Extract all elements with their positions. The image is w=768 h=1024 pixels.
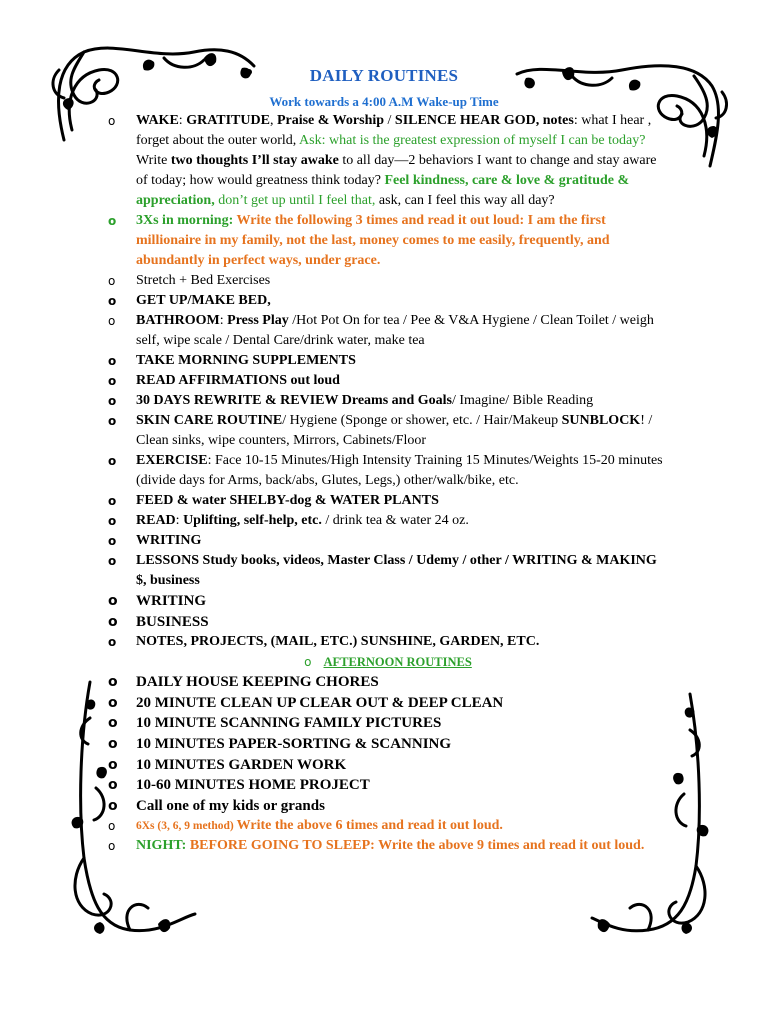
list-item-supplements: o TAKE MORNING SUPPLEMENTS [108, 351, 668, 371]
list-item-three-xs: o 3Xs in morning: Write the following 3 times and read it out loud: I am the first millionaire in my family, not the last, money comes to me easily, frequently, and abundantly in perfect ways, under grace. [108, 213, 610, 268]
bullet: o [108, 613, 118, 630]
list-item-exercise: o EXERCISE: Face 10-15 Minutes/High Intensity Training 15 Minutes/Weights 15-20 minutes (divide days for Arms, back/abs, Glutes, Legs,) other/walk/bike, etc. [108, 453, 663, 488]
bullet: o [108, 414, 117, 428]
list-item-thirty-days: o 30 DAYS REWRITE & REVIEW Dreams and Goals/ Imagine/ Bible Reading [108, 391, 668, 411]
bullet: o [108, 756, 118, 773]
bullet: o [108, 294, 117, 308]
bullet: o [108, 214, 117, 228]
bullet: o [108, 735, 118, 752]
list-item-affirmations: o READ AFFIRMATIONS out loud [108, 371, 668, 391]
bullet: o [108, 694, 118, 711]
bullet: o [108, 819, 116, 834]
list-item-business: o BUSINESS [108, 612, 668, 633]
list-item-skin-care: o SKIN CARE ROUTINE/ Hygiene (Sponge or shower, etc. / Hair/Makeup SUNBLOCK! / Clean sinks, wipe counters, Mirrors, Cabinets/Floor [108, 413, 653, 448]
list-item-wake: o WAKE: GRATITUDE, Praise & Worship / SILENCE HEAR GOD, notes: what I hear , forget about the outer world, Ask: what is the greatest expression of myself I can be today? Write two thoughts I’ll stay awake to all day—2 behaviors I want to change and stay aware of today; how would greatness think today? Feel kindness, care & love & gratitude & appreciation, don’t get up until I feel that, ask, can I feel this way all day? [108, 113, 657, 208]
bullet: o [108, 314, 116, 328]
list-item-six-xs: o 6Xs (3, 6, 9 method) Write the above 6 times and read it out loud. [108, 816, 668, 836]
list-item-call: o Call one of my kids or grands [108, 796, 668, 817]
bullet: o [108, 593, 118, 609]
list-item-lessons: o LESSONS Study books, videos, Master Class / Udemy / other / WRITING & MAKING $, business [108, 553, 657, 588]
list-item-afternoon-heading: o AFTERNOON ROUTINES [304, 655, 472, 670]
bullet: o [108, 114, 116, 128]
bullet: o [108, 274, 116, 288]
bullet: o [108, 839, 116, 854]
bullet: o [108, 354, 117, 368]
bullet: o [108, 514, 117, 528]
bullet: o [108, 374, 117, 388]
list-item-housekeeping: o DAILY HOUSE KEEPING CHORES [108, 672, 668, 693]
list-item-notes: o NOTES, PROJECTS, (MAIL, ETC.) SUNSHINE, GARDEN, ETC. [108, 632, 668, 652]
list-item-project: o 10-60 MINUTES HOME PROJECT [108, 775, 668, 796]
bullet: o [108, 494, 117, 508]
list-item-read: o READ: Uplifting, self-help, etc. / drink tea & water 24 oz. [108, 511, 668, 531]
bullet: o [108, 454, 117, 468]
list-item-writing-2: o WRITING [108, 591, 668, 612]
bullet: o [108, 674, 118, 691]
page-subtitle: Work towards a 4:00 A.M Wake-up Time [269, 94, 499, 109]
bullet: o [304, 655, 312, 670]
list-item-night: o NIGHT: BEFORE GOING TO SLEEP: Write the above 9 times and read it out loud. [108, 836, 668, 856]
bullet: o [108, 777, 118, 794]
bullet: o [108, 715, 118, 732]
routine-list [108, 111, 668, 856]
list-item-feed: o FEED & water SHELBY-dog & WATER PLANTS [108, 491, 668, 511]
list-item-writing: o WRITING [108, 531, 668, 551]
list-item-clean-up: o 20 MINUTE CLEAN UP CLEAR OUT & DEEP CLEAN [108, 693, 668, 714]
list-item-scanning: o 10 MINUTE SCANNING FAMILY PICTURES [108, 713, 668, 734]
bullet: o [108, 635, 117, 650]
list-item-stretch: o Stretch + Bed Exercises [108, 271, 668, 291]
bullet: o [108, 534, 117, 548]
list-item-get-up: o GET UP/MAKE BED, [108, 291, 668, 311]
list-item-bathroom: o BATHROOM: Press Play /Hot Pot On for tea / Pee & V&A Hygiene / Clean Toilet / weigh self, wipe scale / Dental Care/drink water, make tea [108, 313, 654, 348]
list-item-paper: o 10 MINUTES PAPER-SORTING & SCANNING [108, 734, 668, 755]
bullet: o [108, 394, 117, 408]
bullet: o [108, 554, 117, 568]
page-title: DAILY ROUTINES [309, 66, 459, 85]
bullet: o [108, 797, 118, 814]
list-item-garden: o 10 MINUTES GARDEN WORK [108, 755, 668, 776]
